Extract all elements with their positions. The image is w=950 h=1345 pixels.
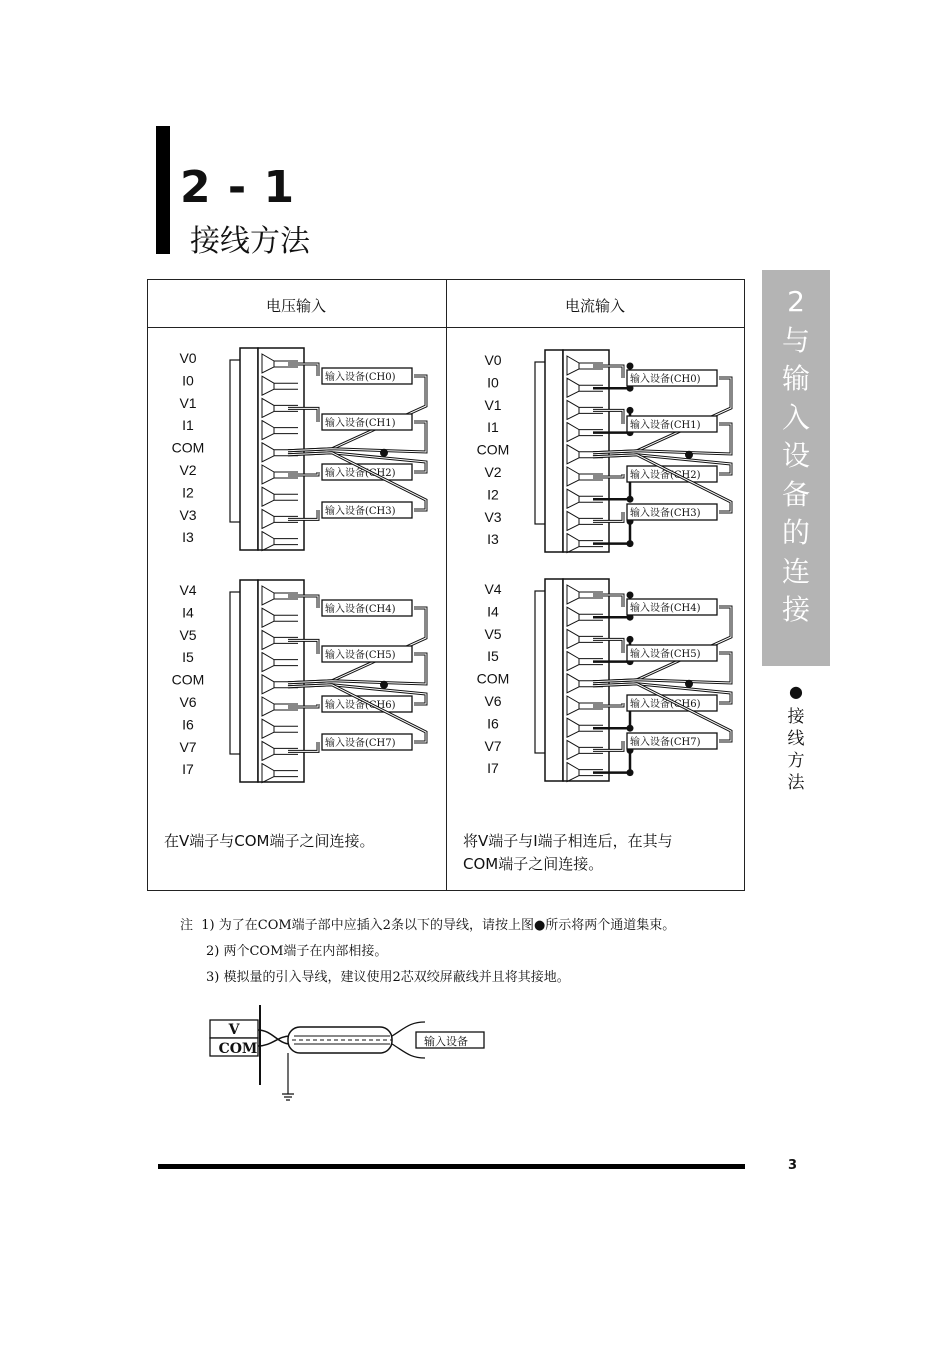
terminal-label: I6 (487, 715, 499, 732)
bundle-dot (380, 449, 388, 457)
junction-dot (627, 636, 634, 643)
device-label: 输入设备(CH4) (325, 604, 396, 615)
terminal-label: I5 (487, 648, 499, 665)
footer-rule (158, 1164, 745, 1169)
junction-dot (627, 407, 634, 414)
junction-dot (627, 496, 634, 503)
device-label: 输入设备(CH2) (325, 468, 396, 479)
note-item: 3) 模拟量的引入导线，建议使用2芯双绞屏蔽线并且将其接地。 (206, 970, 570, 985)
terminal-label: V6 (484, 693, 502, 709)
device-label: 输入设备(CH6) (325, 700, 396, 711)
note-item: 1) 为了在COM端子部中应插入2条以下的导线，请按上图●所示将两个通道集束。 (201, 918, 676, 933)
side-tab-char: 的 (781, 516, 810, 549)
bullet-icon: ● (789, 682, 803, 701)
voltage-note: 在V端子与COM端子之间连接。 (164, 832, 375, 850)
current-note-line1: 将V端子与I端子相连后，在其与 (463, 832, 673, 850)
terminal-label: COM (171, 671, 205, 688)
device-label: 输入设备(CH7) (325, 738, 396, 749)
terminal-label: I3 (182, 529, 194, 546)
side-nav-char: 接 (787, 707, 805, 727)
terminal-label: V6 (179, 694, 197, 710)
terminal-label: I6 (182, 716, 194, 733)
device-label: 输入设备(CH7) (630, 737, 701, 748)
terminal-label: V2 (179, 462, 197, 478)
device-label: 输入设备(CH6) (630, 699, 701, 710)
twisted-pair (258, 1030, 290, 1046)
terminal-label: V7 (484, 737, 502, 754)
terminal-v-label: V (228, 1022, 240, 1038)
page-number: 3 (788, 1158, 798, 1173)
terminal-label: V4 (484, 581, 502, 597)
side-nav-char: 方 (787, 751, 805, 771)
terminal-label: I2 (182, 484, 194, 501)
terminal-label: V4 (179, 582, 197, 598)
device-label: 输入设备 (424, 1035, 468, 1048)
terminal-block-frame (545, 350, 563, 552)
bundle-dot (685, 680, 693, 688)
junction-dot (627, 769, 634, 776)
terminal-label: COM (476, 441, 510, 458)
terminal-block-frame (545, 579, 563, 781)
terminal-label: I0 (182, 372, 194, 389)
side-tab-char: 连 (781, 554, 810, 588)
terminal-label: I3 (487, 531, 499, 548)
device-label: 输入设备(CH2) (630, 470, 701, 481)
device-label: 输入设备(CH5) (630, 649, 701, 660)
side-tab-char: 设 (781, 439, 810, 472)
junction-dot (627, 725, 634, 732)
terminal-label: COM (171, 439, 205, 456)
device-label: 输入设备(CH5) (325, 650, 396, 661)
terminal-label: I5 (182, 649, 194, 666)
terminal-label: V3 (484, 508, 502, 525)
side-tab-char: 接 (781, 593, 810, 626)
bundle-dot (380, 681, 388, 689)
terminal-label: I0 (487, 374, 499, 391)
terminal-label: V3 (179, 506, 197, 523)
terminal-label: I2 (487, 486, 499, 503)
terminal-block-frame (240, 348, 258, 550)
header-voltage-input: 电压输入 (265, 297, 326, 315)
notes (180, 913, 675, 991)
section-number: 2 - 1 (180, 162, 296, 213)
terminal-label: V2 (484, 464, 502, 480)
terminal-label: V0 (179, 350, 197, 366)
device-label: 输入设备(CH3) (630, 508, 701, 519)
junction-dot (627, 363, 634, 370)
side-nav-char: 法 (787, 773, 805, 793)
notes-prefix: 注 (180, 918, 194, 933)
terminal-label: I1 (487, 419, 499, 436)
side-tab-char: 入 (781, 400, 810, 434)
terminal-label: V0 (484, 352, 502, 368)
terminal-label: V5 (484, 625, 502, 642)
terminal-label: I4 (182, 604, 194, 621)
current-note-line2: COM端子之间连接。 (463, 855, 604, 873)
junction-dot (627, 592, 634, 599)
terminal-label: V7 (179, 738, 197, 755)
side-nav-char: 线 (787, 729, 805, 749)
device-label: 输入设备(CH3) (325, 506, 396, 517)
terminal-com-label: COM (218, 1041, 258, 1057)
terminal-label: COM (476, 670, 510, 687)
device-label: 输入设备(CH4) (630, 603, 701, 614)
terminal-label: I7 (487, 760, 499, 777)
side-tab-char: 输 (781, 362, 810, 395)
junction-dot (627, 540, 634, 547)
section-title: 接线方法 (190, 224, 310, 259)
terminal-block-frame (240, 580, 258, 782)
side-tab-char: 2 (787, 285, 805, 318)
note-item: 2) 两个COM端子在内部相接。 (206, 944, 388, 959)
terminal-label: V1 (484, 396, 502, 413)
device-label: 输入设备(CH1) (630, 420, 701, 431)
header-current-input: 电流输入 (564, 297, 625, 315)
side-tab-char: 与 (781, 323, 810, 357)
side-tab-char: 备 (781, 477, 810, 511)
device-label: 输入设备(CH0) (325, 372, 396, 383)
bundle-dot (685, 451, 693, 459)
device-label: 输入设备(CH0) (630, 374, 701, 385)
terminal-label: V1 (179, 394, 197, 411)
device-label: 输入设备(CH1) (325, 418, 396, 429)
terminal-label: I4 (487, 603, 499, 620)
ground-icon (282, 1094, 294, 1100)
terminal-label: V5 (179, 626, 197, 643)
terminal-label: I1 (182, 417, 194, 434)
terminal-label: I7 (182, 761, 194, 778)
